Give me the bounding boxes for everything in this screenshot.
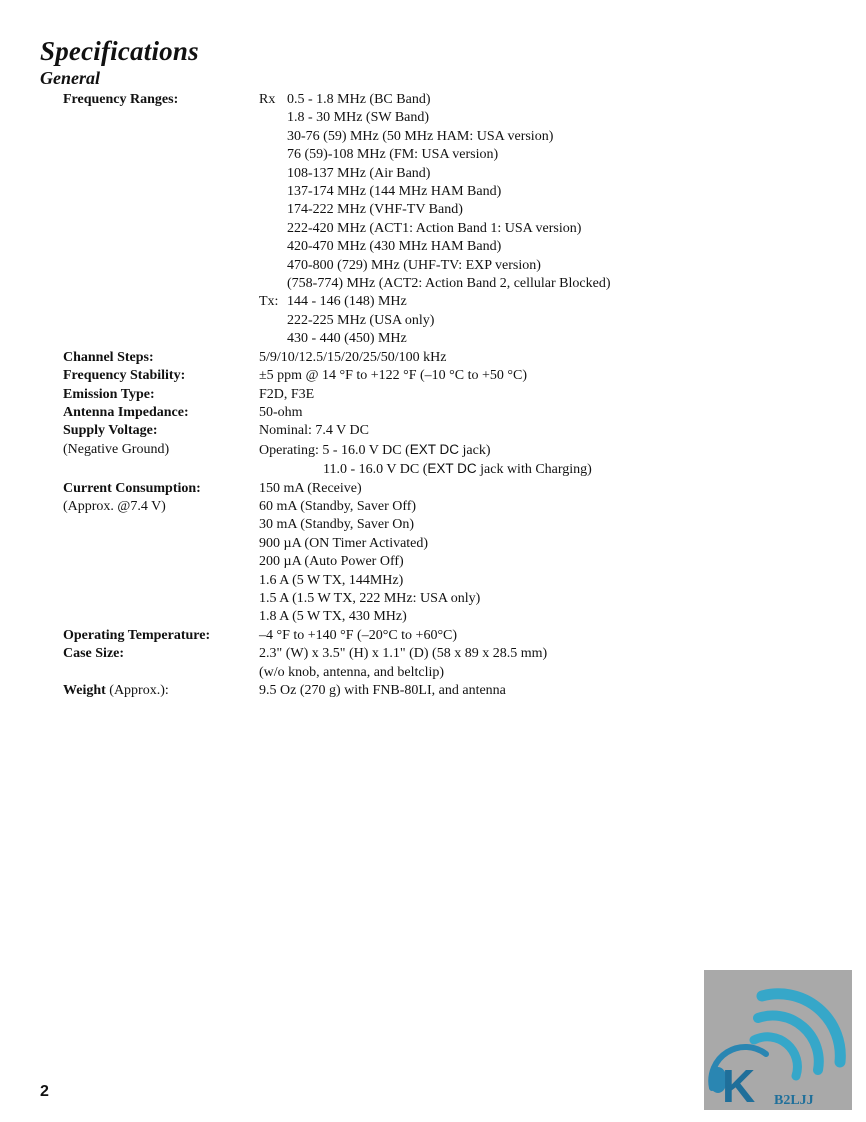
spec-value: 5/9/10/12.5/15/20/25/50/100 kHz: [259, 349, 447, 365]
rx-range: 222-420 MHz (ACT1: Action Band 1: USA version): [287, 220, 582, 236]
rx-range: 0.5 - 1.8 MHz (BC Band): [287, 92, 431, 107]
spec-value: 9.5 Oz (270 g) with FNB-80LI, and antenna: [259, 683, 506, 698]
rx-range: 76 (59)-108 MHz (FM: USA version): [287, 147, 499, 163]
rx-range: 108-137 MHz (Air Band): [287, 165, 431, 181]
spec-value-operating: Operating: 5 - 16.0 V DC (EXT DC jack): [259, 441, 491, 458]
spec-row-frequency-stability: [0, 367, 866, 385]
kb2ljj-logo: [704, 970, 852, 1110]
spec-value: Nominal: 7.4 V DC: [259, 423, 369, 439]
spec-value: 50-ohm: [259, 404, 303, 420]
logo-text: B2LJJ: [774, 1093, 814, 1108]
rx-range: 470-800 (729) MHz (UHF-TV: EXP version): [287, 257, 541, 273]
spec-label: Emission Type:: [63, 386, 155, 402]
spec-row-weight: [0, 682, 866, 700]
tx-range: 430 - 440 (450) MHz: [287, 331, 407, 347]
spec-value: 1.6 A (5 W TX, 144MHz): [259, 572, 404, 588]
rx-range: 137-174 MHz (144 MHz HAM Band): [287, 184, 502, 200]
spec-value: (w/o knob, antenna, and beltclip): [259, 664, 445, 680]
spec-label: Current Consumption: (Approx. @7.4 V): [63, 480, 201, 514]
rx-range: (758-774) MHz (ACT2: Action Band 2, cellular Blocked): [287, 276, 611, 292]
rx-range: 174-222 MHz (VHF-TV Band): [287, 202, 463, 218]
spec-label: Weight (Approx.):: [63, 683, 169, 698]
page-title: Specifications: [40, 36, 199, 66]
tx-range: 222-225 MHz (USA only): [287, 312, 435, 328]
rx-prefix: Rx: [259, 92, 276, 107]
spec-row-supply-voltage: [0, 422, 866, 479]
signal-waves-icon: [704, 970, 852, 1110]
spec-label: Channel Steps:: [63, 349, 154, 365]
spec-value: 1.5 A (1.5 W TX, 222 MHz: USA only): [259, 590, 481, 606]
spec-row-operating-temperature: [0, 627, 866, 645]
spec-label: Case Size:: [63, 646, 125, 662]
spec-row-current-consumption: [0, 480, 866, 627]
spec-value: 900 µA (ON Timer Activated): [259, 535, 429, 551]
tx-prefix: Tx:: [259, 294, 279, 310]
spec-label: Supply Voltage: (Negative Ground): [63, 423, 170, 457]
rx-range: 420-470 MHz (430 MHz HAM Band): [287, 239, 502, 255]
spec-row-emission-type: [0, 386, 866, 404]
spec-values: [259, 91, 866, 349]
spec-label: Antenna Impedance:: [63, 404, 189, 420]
spec-value: F2D, F3E: [259, 386, 315, 402]
logo-letter: K: [722, 1060, 756, 1110]
spec-label: Operating Temperature:: [63, 627, 211, 643]
spec-row-frequency-ranges: [0, 91, 866, 349]
spec-row-channel-steps: [0, 349, 866, 367]
spec-value: 30 mA (Standby, Saver On): [259, 517, 415, 533]
spec-value: 2.3" (W) x 3.5" (H) x 1.1" (D) (58 x 89 x 28.5 mm): [259, 646, 548, 662]
spec-value-operating-charging: 11.0 - 16.0 V DC (EXT DC jack with Charging): [323, 461, 592, 478]
spec-value: 200 µA (Auto Power Off): [259, 554, 404, 570]
spec-value: –4 °F to +140 °F (–20°C to +60°C): [259, 627, 458, 643]
tx-range: 144 - 146 (148) MHz: [287, 294, 407, 310]
spec-value: 1.8 A (5 W TX, 430 MHz): [259, 609, 407, 625]
spec-value: 150 mA (Receive): [259, 480, 362, 496]
spec-label: Frequency Ranges:: [63, 92, 179, 107]
spec-sublabel: (Approx. @7.4 V): [63, 498, 166, 514]
page-number: 2: [40, 1083, 49, 1100]
spec-label: Frequency Stability:: [63, 368, 186, 384]
section-subtitle: General: [40, 68, 100, 88]
spec-value: ±5 ppm @ 14 °F to +122 °F (–10 °C to +50 °C): [259, 368, 528, 384]
spec-row-case-size: [0, 645, 866, 682]
spec-list: [0, 91, 866, 700]
spec-row-antenna-impedance: [0, 404, 866, 422]
spec-value: 60 mA (Standby, Saver Off): [259, 498, 417, 514]
rx-range: 1.8 - 30 MHz (SW Band): [287, 110, 430, 126]
spec-sublabel: (Negative Ground): [63, 441, 170, 457]
rx-range: 30-76 (59) MHz (50 MHz HAM: USA version): [287, 128, 554, 144]
